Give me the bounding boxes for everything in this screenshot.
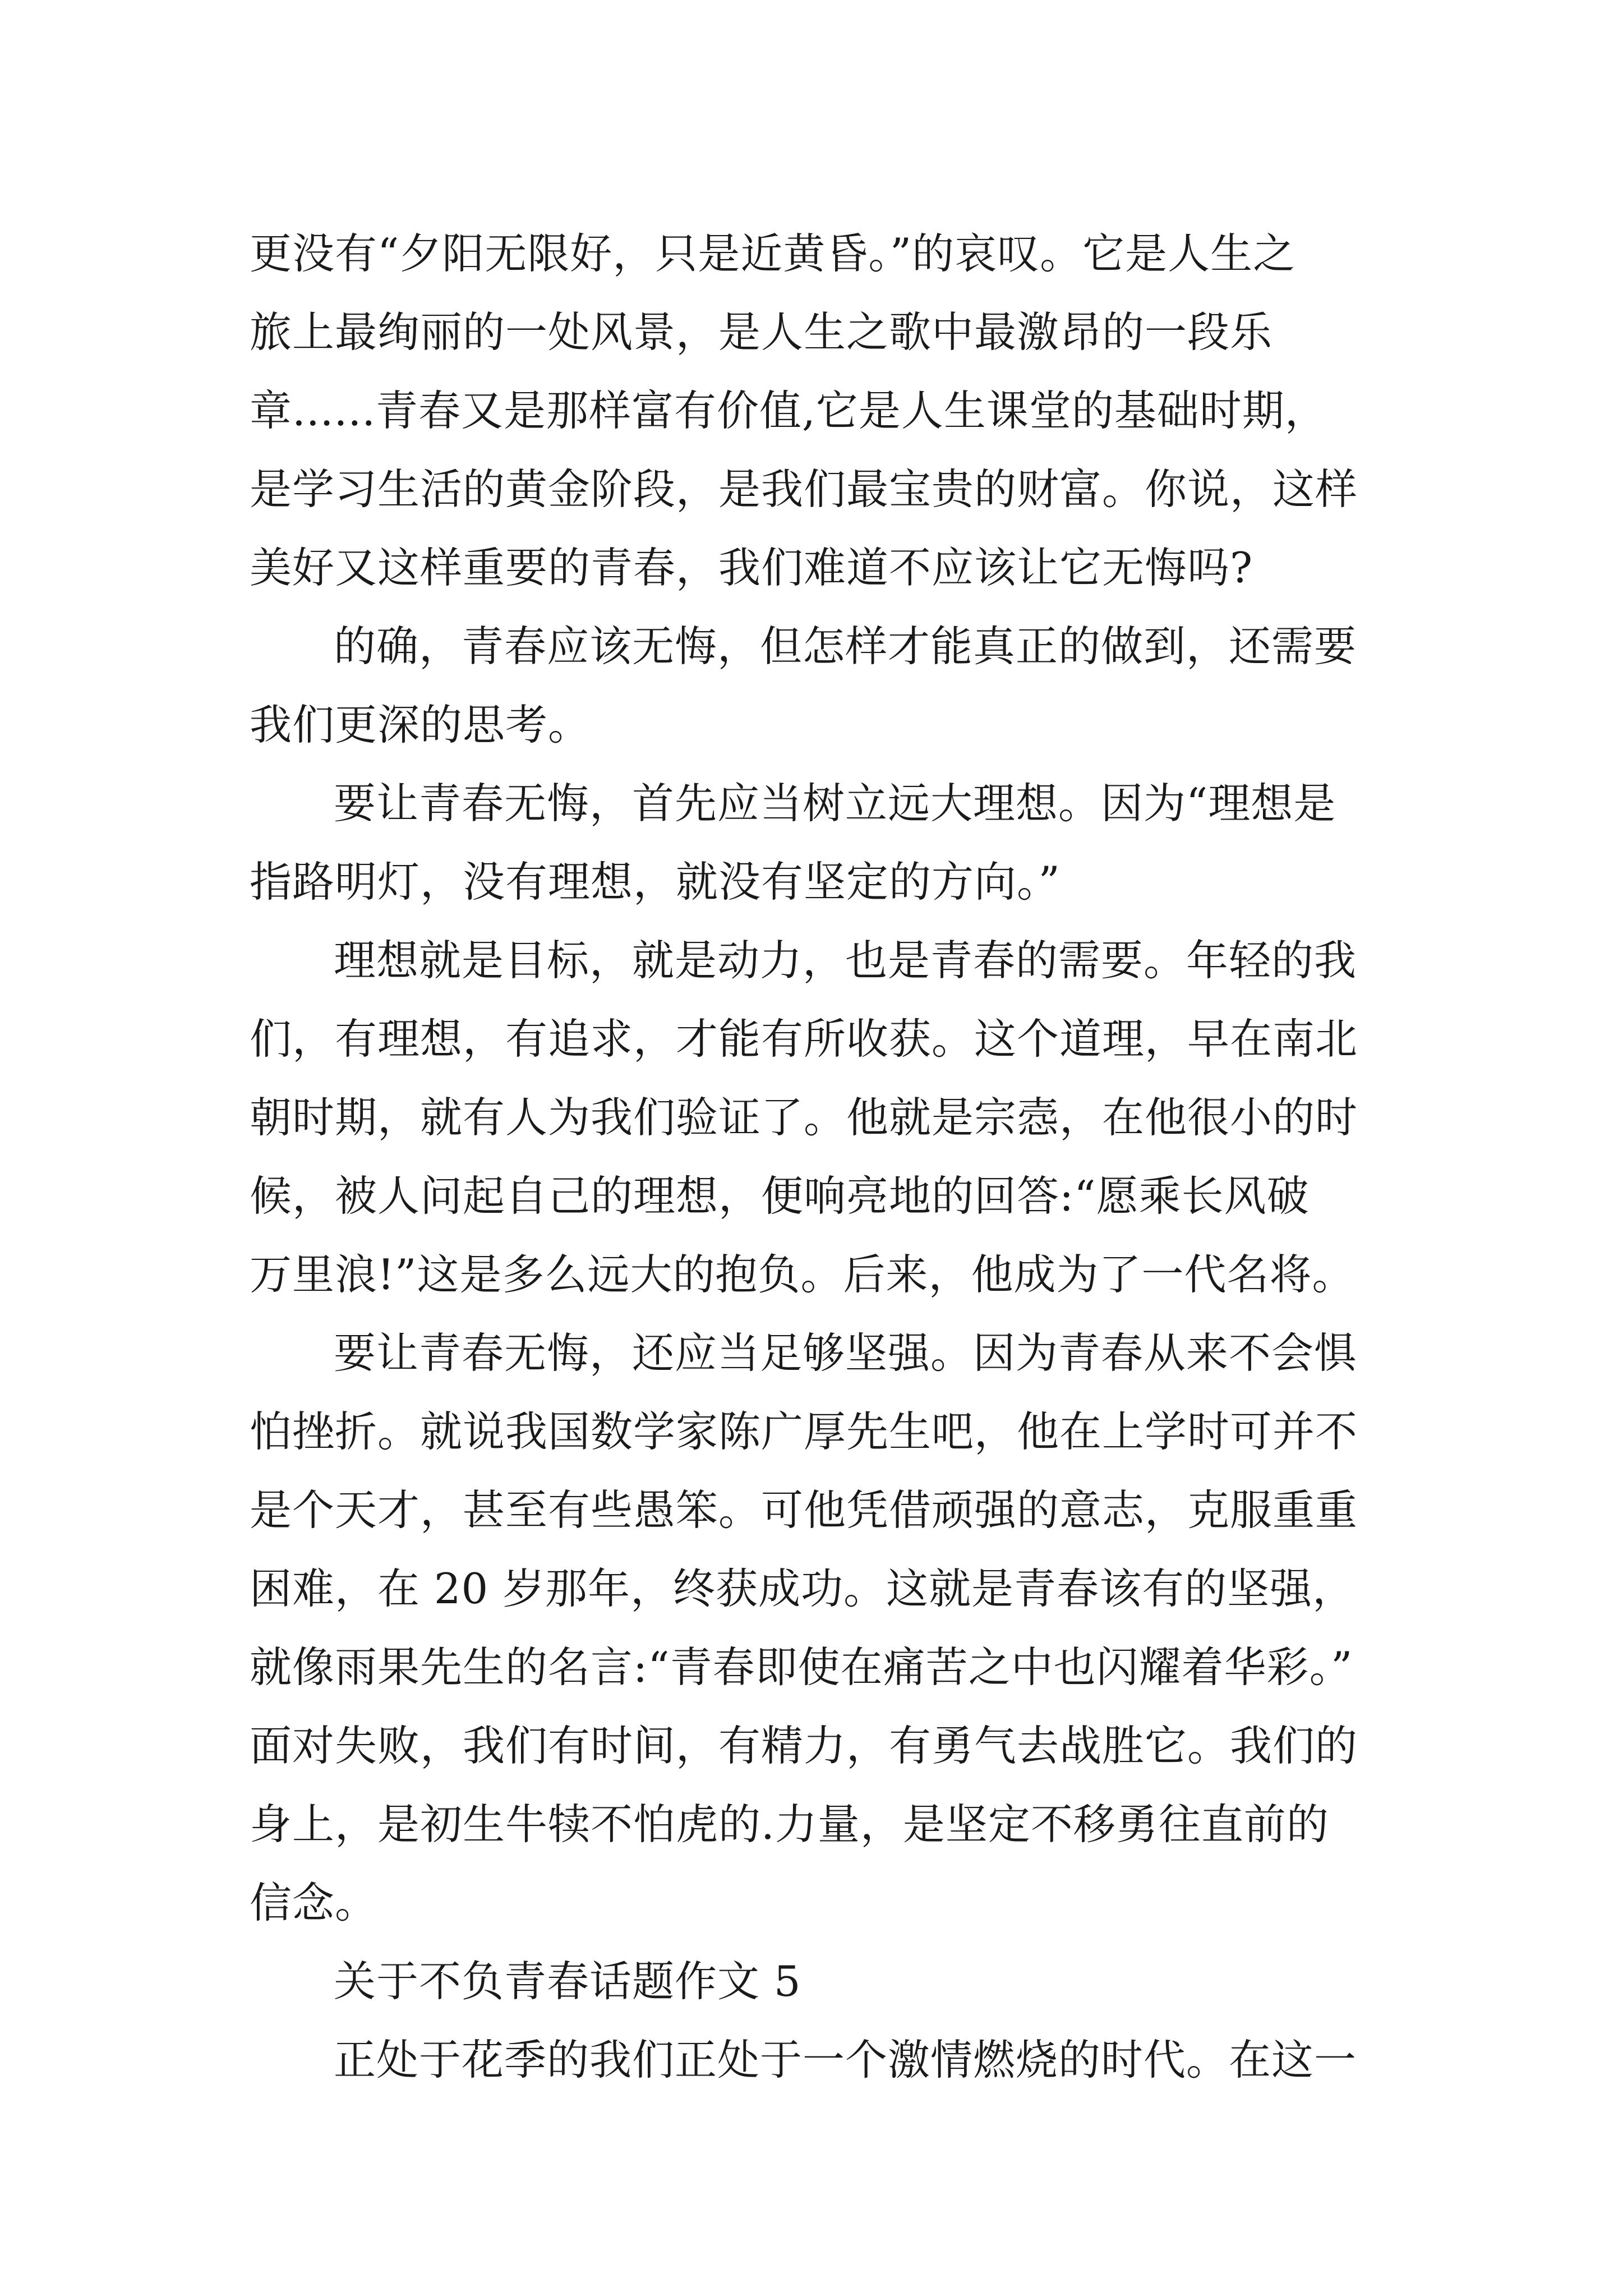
text-line: 指路明灯，没有理想，就没有坚定的方向。” <box>250 857 1061 907</box>
text-line: 的确，青春应该无悔，但怎样才能真正的做到，还需要 <box>334 622 1357 671</box>
text-line: 就像雨果先生的名言:“青春即使在痛苦之中也闪耀着华彩。” <box>250 1642 1353 1692</box>
document-body <box>250 214 1427 2099</box>
text-line: 正处于花季的我们正处于一个激情燃烧的时代。在这一 <box>334 2035 1357 2085</box>
text-line: 旅上最绚丽的一处风景，是人生之歌中最激昂的一段乐 <box>250 307 1273 357</box>
text-line: 章......青春又是那样富有价值,它是人生课堂的基础时期， <box>250 386 1327 435</box>
text-line: 要让青春无悔，还应当足够坚强。因为青春从来不会惧 <box>334 1328 1357 1378</box>
text-line: 身上，是初生牛犊不怕虎的.力量，是坚定不移勇往直前的 <box>250 1800 1329 1849</box>
text-line: 是学习生活的黄金阶段，是我们最宝贵的财富。你说，这样 <box>250 464 1358 514</box>
text-line: 面对失败，我们有时间，有精力，有勇气去战胜它。我们的 <box>250 1721 1358 1770</box>
text-line: 美好又这样重要的青春，我们难道不应该让它无悔吗? <box>250 543 1253 592</box>
text-line: 怕挫折。就说我国数学家陈广厚先生吧，他在上学时可并不 <box>250 1407 1358 1456</box>
text-line: 信念。 <box>250 1878 378 1927</box>
text-line: 候，被人问起自己的理想，便响亮地的回答:“愿乘长风破 <box>250 1171 1310 1221</box>
text-line: 我们更深的思考。 <box>250 700 591 749</box>
text-line: 朝时期，就有人为我们验证了。他就是宗悫，在他很小的时 <box>250 1093 1358 1142</box>
text-line: 困难，在 20 岁那年，终获成功。这就是青春该有的坚强， <box>250 1564 1355 1613</box>
text-line: 们，有理想，有追求，才能有所收获。这个道理，早在南北 <box>250 1014 1358 1064</box>
text-line: 万里浪!”这是多么远大的抱负。后来，他成为了一代名将。 <box>250 1250 1355 1299</box>
text-line: 更没有“夕阳无限好，只是近黄昏。”的哀叹。它是人生之 <box>250 229 1296 278</box>
text-line: 要让青春无悔，首先应当树立远大理想。因为“理想是 <box>334 779 1336 828</box>
text-line: 理想就是目标，就是动力，也是青春的需要。年轻的我 <box>334 936 1357 985</box>
text-line: 是个天才，甚至有些愚笨。可他凭借顽强的意志，克服重重 <box>250 1485 1358 1535</box>
text-line: 关于不负青春话题作文 5 <box>334 1957 801 2006</box>
